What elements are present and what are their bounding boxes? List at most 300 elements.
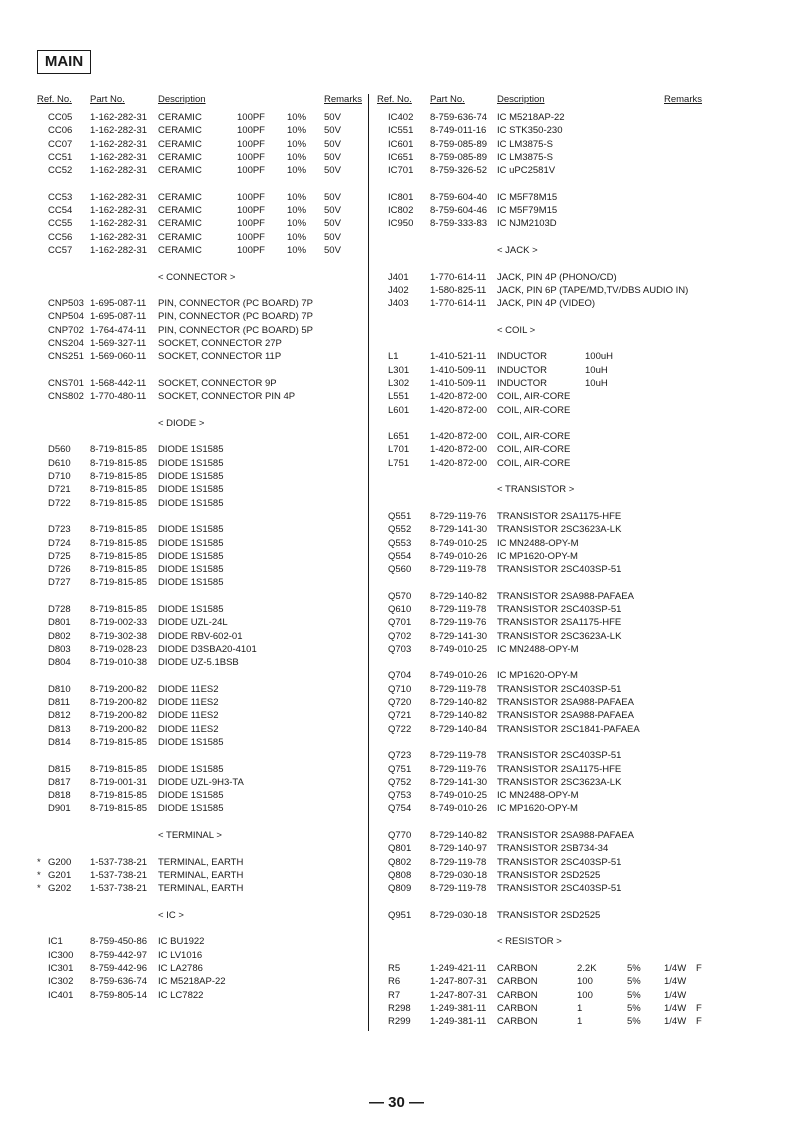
value: 100uH: [585, 351, 613, 363]
table-row: [377, 523, 717, 536]
description: PIN, CONNECTOR (PC BOARD) 7P: [158, 311, 314, 323]
spacer: [377, 231, 717, 244]
header-part-no: Part No.: [90, 94, 125, 105]
tolerance: 5%: [627, 963, 641, 974]
ref-no: Q552: [388, 524, 412, 536]
part-no: 8-729-140-82: [430, 710, 488, 722]
part-no: 8-759-333-83: [430, 218, 488, 230]
table-row: [377, 776, 717, 789]
spacer: [37, 404, 365, 417]
ref-no: L1: [388, 351, 399, 363]
table-row: [377, 909, 717, 922]
ref-no: D813: [48, 723, 71, 735]
table-row: [37, 869, 365, 882]
description: DIODE 1S1585: [158, 763, 224, 775]
description: IC MN2488-OPY-M: [497, 537, 579, 549]
part-no: 1-162-282-31: [90, 244, 148, 256]
remarks: 50V: [324, 125, 341, 137]
table-row: [377, 882, 717, 895]
ref-no: D818: [48, 790, 71, 802]
description: CARBON: [497, 989, 538, 1001]
part-no: 8-719-002-33: [90, 617, 148, 629]
part-no: 8-729-140-84: [430, 723, 488, 735]
value: 100PF: [237, 244, 265, 256]
ref-no: L302: [388, 377, 410, 389]
part-no: 8-749-010-25: [430, 643, 488, 655]
part-no: 1-420-872-00: [430, 457, 488, 469]
value: 10uH: [585, 377, 608, 389]
spacer: [377, 656, 717, 669]
resistance: 100: [577, 989, 593, 1001]
part-no: 8-729-141-30: [430, 776, 488, 788]
ref-no: D802: [48, 630, 71, 642]
description: DIODE D3SBA20-4101: [158, 643, 257, 655]
ref-no: L601: [388, 404, 410, 416]
table-row: [377, 869, 717, 882]
ref-no: CC54: [48, 205, 73, 217]
ref-no: Q610: [388, 603, 412, 615]
table-row: [37, 231, 365, 244]
ref-no: CC52: [48, 165, 73, 177]
ref-no: G200: [48, 856, 72, 868]
table-row: [37, 576, 365, 589]
part-no: 1-420-872-00: [430, 431, 488, 443]
spacer: [377, 497, 717, 510]
description: IC MP1620-OPY-M: [497, 803, 578, 815]
mark-asterisk: *: [37, 869, 41, 881]
ref-no: D560: [48, 444, 71, 456]
description: IC M5F79M15: [497, 205, 558, 217]
ref-no: D722: [48, 497, 71, 509]
header-description: Description: [497, 94, 545, 105]
part-no: 8-729-119-76: [430, 617, 487, 629]
table-row: [37, 723, 365, 736]
ref-no: D721: [48, 484, 71, 496]
table-row: [377, 297, 717, 310]
right-header-row: [377, 93, 717, 106]
part-no: 8-719-302-38: [90, 630, 148, 642]
ref-no: Q754: [388, 803, 412, 815]
spacer: [377, 257, 717, 270]
description: TRANSISTOR 2SA988-PAFAEA: [497, 697, 634, 709]
description: IC M5F78M15: [497, 191, 558, 203]
description: TRANSISTOR 2SC403SP-51: [497, 603, 622, 615]
part-no: 1-410-521-11: [430, 351, 487, 363]
ref-no: Q802: [388, 856, 412, 868]
part-no: 8-719-815-85: [90, 564, 148, 576]
ref-no: L551: [388, 391, 410, 403]
table-row: [37, 776, 365, 789]
part-no: 8-719-815-85: [90, 550, 148, 562]
description: SOCKET, CONNECTOR 11P: [158, 351, 282, 363]
table-row: [37, 802, 365, 815]
spacer: [37, 749, 365, 762]
part-no: 8-759-604-40: [430, 191, 488, 203]
part-no: 1-420-872-00: [430, 404, 488, 416]
part-no: 8-759-442-96: [90, 963, 148, 974]
description: CERAMIC: [158, 151, 202, 163]
section-label: < JACK >: [497, 244, 538, 256]
ref-no: CC57: [48, 244, 73, 256]
resistance: 1: [577, 1016, 583, 1028]
part-no: 1-162-282-31: [90, 125, 148, 137]
part-no: 8-759-604-46: [430, 205, 488, 217]
description: CERAMIC: [158, 165, 202, 177]
remarks: 50V: [324, 151, 341, 163]
table-row: [37, 882, 365, 895]
remarks: 50V: [324, 218, 341, 230]
description: CERAMIC: [158, 244, 202, 256]
table-row: [37, 497, 365, 510]
table-row: [377, 271, 717, 284]
description: TRANSISTOR 2SA988-PAFAEA: [497, 590, 634, 602]
table-row: [377, 669, 717, 682]
ref-no: R6: [388, 976, 401, 988]
description: IC MP1620-OPY-M: [497, 550, 578, 562]
table-row: [37, 151, 365, 164]
description: DIODE RBV-602-01: [158, 630, 243, 642]
description: CERAMIC: [158, 205, 202, 217]
description: TRANSISTOR 2SC403SP-51: [497, 564, 622, 576]
ref-no: Q751: [388, 763, 412, 775]
ref-no: CC53: [48, 191, 73, 203]
ref-no: Q560: [388, 564, 412, 576]
description: DIODE 11ES2: [158, 723, 219, 735]
table-row: [377, 284, 717, 297]
description: IC LM3875-S: [497, 151, 553, 163]
description: IC MN2488-OPY-M: [497, 790, 579, 802]
table-row: [37, 443, 365, 456]
section-label: < TERMINAL >: [158, 830, 222, 842]
section-heading: [377, 483, 717, 496]
description: CERAMIC: [158, 125, 202, 137]
table-row: [37, 736, 365, 749]
part-no: 1-537-738-21: [90, 856, 148, 868]
description: CERAMIC: [158, 218, 202, 230]
ref-no: Q710: [388, 683, 412, 695]
table-row: [37, 989, 365, 1002]
ref-no: Q551: [388, 510, 412, 522]
table-row: [377, 124, 717, 137]
description: IC MN2488-OPY-M: [497, 643, 579, 655]
section-heading: [37, 417, 365, 430]
table-row: [37, 111, 365, 124]
header-part-no: Part No.: [430, 94, 465, 105]
section-label: < CONNECTOR >: [158, 271, 236, 283]
description: DIODE UZL-24L: [158, 617, 228, 629]
ref-no: D817: [48, 776, 71, 788]
part-no: 8-729-141-30: [430, 524, 488, 536]
ref-no: D725: [48, 550, 71, 562]
spacer: [377, 576, 717, 589]
description: DIODE 1S1585: [158, 790, 224, 802]
part-no: 1-580-825-11: [430, 284, 487, 296]
ref-no: IC701: [388, 165, 414, 177]
table-row: [37, 709, 365, 722]
description: DIODE 1S1585: [158, 803, 224, 815]
ref-no: IC300: [48, 949, 74, 961]
table-row: [37, 789, 365, 802]
table-row: [37, 297, 365, 310]
tolerance: 10%: [287, 138, 307, 150]
description: CERAMIC: [158, 231, 202, 243]
page-number: — 30 —: [368, 1094, 425, 1111]
ref-no: D901: [48, 803, 71, 815]
ref-no: CNS802: [48, 391, 84, 403]
spacer: [37, 896, 365, 909]
ref-no: D727: [48, 577, 71, 589]
ref-no: D815: [48, 763, 71, 775]
description: CARBON: [497, 1016, 538, 1028]
table-row: [377, 696, 717, 709]
ref-no: IC651: [388, 151, 414, 163]
part-no: 1-537-738-21: [90, 883, 148, 895]
part-no: 8-719-001-31: [90, 776, 148, 788]
description: IC MP1620-OPY-M: [497, 670, 578, 682]
table-row: [377, 563, 717, 576]
part-no: 8-729-140-97: [430, 843, 488, 855]
ref-no: IC802: [388, 205, 414, 217]
remarks: 50V: [324, 231, 341, 243]
section-label: < COIL >: [497, 324, 536, 336]
description: DIODE 1S1585: [158, 457, 224, 469]
value: 100PF: [237, 138, 265, 150]
part-no: 1-162-282-31: [90, 138, 148, 150]
description: SOCKET, CONNECTOR 27P: [158, 338, 282, 350]
table-row: [377, 856, 717, 869]
value: 10uH: [585, 364, 608, 376]
table-row: [377, 537, 717, 550]
table-row: [377, 350, 717, 363]
ref-no: CC07: [48, 138, 73, 150]
ref-no: Q704: [388, 670, 412, 682]
table-row: [377, 723, 717, 736]
part-no: 1-420-872-00: [430, 444, 488, 456]
table-row: [377, 390, 717, 403]
ref-no: IC601: [388, 138, 414, 150]
description: TERMINAL, EARTH: [158, 869, 244, 881]
part-no: 1-162-282-31: [90, 205, 148, 217]
ref-no: D726: [48, 564, 71, 576]
ref-no: Q723: [388, 750, 412, 762]
section-heading: [377, 244, 717, 257]
table-row: [377, 404, 717, 417]
part-no: 8-729-119-78: [430, 856, 487, 868]
table-row: [37, 138, 365, 151]
spacer: [377, 337, 717, 350]
description: TRANSISTOR 2SC403SP-51: [497, 883, 622, 895]
table-row: [37, 310, 365, 323]
ref-no: CNS204: [48, 338, 84, 350]
tolerance: 10%: [287, 112, 307, 123]
tolerance: 10%: [287, 244, 307, 256]
left-parts-list: [37, 111, 365, 1002]
part-no: 8-759-442-97: [90, 949, 148, 961]
table-row: [377, 616, 717, 629]
table-row: [377, 842, 717, 855]
table-row: [377, 962, 717, 975]
spacer: [377, 470, 717, 483]
part-no: 8-759-636-74: [430, 112, 488, 123]
ref-no: D728: [48, 603, 71, 615]
description: SOCKET, CONNECTOR 9P: [158, 377, 277, 389]
part-no: 1-249-381-11: [430, 1016, 487, 1028]
spacer: [377, 896, 717, 909]
part-no: 8-749-010-25: [430, 790, 488, 802]
description: IC STK350-230: [497, 125, 563, 137]
tolerance: 10%: [287, 165, 307, 177]
part-no: 8-719-815-85: [90, 457, 148, 469]
remarks: 50V: [324, 244, 341, 256]
description: TRANSISTOR 2SC403SP-51: [497, 750, 622, 762]
part-no: 8-729-119-78: [430, 564, 487, 576]
part-no: 1-162-282-31: [90, 151, 148, 163]
section-heading: [377, 324, 717, 337]
table-row: [37, 191, 365, 204]
ref-no: CNP504: [48, 311, 84, 323]
part-no: 8-759-450-86: [90, 936, 148, 948]
description: DIODE 1S1585: [158, 537, 224, 549]
ref-no: IC950: [388, 218, 414, 230]
header-remarks: Remarks: [324, 94, 363, 105]
tolerance: 10%: [287, 125, 307, 137]
description: COIL, AIR-CORE: [497, 457, 571, 469]
table-row: [377, 377, 717, 390]
description: TRANSISTOR 2SC3623A-LK: [497, 776, 622, 788]
tolerance: 10%: [287, 218, 307, 230]
table-row: [37, 470, 365, 483]
table-row: [37, 457, 365, 470]
table-row: [37, 656, 365, 669]
right-parts-column: [377, 93, 717, 1028]
part-no: 1-162-282-31: [90, 112, 148, 123]
description: IC M5218AP-22: [158, 976, 226, 988]
table-row: [37, 949, 365, 962]
ref-no: CC06: [48, 125, 73, 137]
table-row: [377, 443, 717, 456]
ref-no: D710: [48, 471, 71, 483]
value: 100PF: [237, 125, 265, 137]
ref-no: IC551: [388, 125, 414, 137]
ref-no: Q553: [388, 537, 412, 549]
description: CARBON: [497, 963, 538, 974]
ref-no: R299: [388, 1016, 411, 1028]
description: JACK, PIN 6P (TAPE/MD,TV/DBS AUDIO IN): [497, 284, 689, 296]
spacer: [37, 510, 365, 523]
ref-no: Q721: [388, 710, 412, 722]
description: DIODE 1S1585: [158, 736, 224, 748]
ref-no: CNS701: [48, 377, 84, 389]
tolerance: 5%: [627, 989, 641, 1001]
spacer: [377, 310, 717, 323]
mark-asterisk: *: [37, 856, 41, 868]
part-no: 8-719-815-85: [90, 763, 148, 775]
description: TERMINAL, EARTH: [158, 856, 244, 868]
part-no: 1-537-738-21: [90, 869, 148, 881]
table-row: [37, 164, 365, 177]
spacer: [377, 949, 717, 962]
table-row: [377, 975, 717, 988]
ref-no: L701: [388, 444, 410, 456]
table-row: [377, 829, 717, 842]
table-row: [377, 763, 717, 776]
ref-no: Q801: [388, 843, 412, 855]
value: 100PF: [237, 205, 265, 217]
remarks: 50V: [324, 205, 341, 217]
table-row: [37, 244, 365, 257]
table-row: [37, 377, 365, 390]
description: TRANSISTOR 2SA1175-HFE: [497, 617, 622, 629]
description: TRANSISTOR 2SA1175-HFE: [497, 763, 622, 775]
spacer: [377, 816, 717, 829]
ref-no: J401: [388, 271, 409, 283]
part-no: 8-749-010-26: [430, 670, 488, 682]
table-row: [37, 537, 365, 550]
description: DIODE 11ES2: [158, 683, 219, 695]
part-no: 8-719-200-82: [90, 697, 148, 709]
ref-no: Q753: [388, 790, 412, 802]
ref-no: IC402: [388, 112, 414, 123]
tolerance: 10%: [287, 191, 307, 203]
value: 100PF: [237, 165, 265, 177]
ref-no: Q808: [388, 869, 412, 881]
value: 100PF: [237, 231, 265, 243]
table-row: [37, 683, 365, 696]
part-no: 8-719-815-85: [90, 803, 148, 815]
spacer: [37, 430, 365, 443]
spacer: [37, 590, 365, 603]
ref-no: Q770: [388, 830, 412, 842]
part-no: 8-729-030-18: [430, 909, 488, 921]
table-row: [377, 749, 717, 762]
left-header-row: [37, 93, 365, 106]
part-no: 1-162-282-31: [90, 165, 148, 177]
ref-no: Q703: [388, 643, 412, 655]
ref-no: CC05: [48, 112, 73, 123]
spacer: [37, 284, 365, 297]
tolerance: 10%: [287, 231, 307, 243]
description: COIL, AIR-CORE: [497, 404, 571, 416]
ref-no: Q720: [388, 697, 412, 709]
ref-no: L651: [388, 431, 410, 443]
part-no: 1-770-614-11: [430, 271, 487, 283]
part-no: 8-749-010-26: [430, 803, 488, 815]
table-row: [377, 550, 717, 563]
part-no: 8-729-140-82: [430, 590, 488, 602]
ref-no: D723: [48, 524, 71, 536]
table-row: [37, 563, 365, 576]
ref-no: L301: [388, 364, 410, 376]
part-no: 1-162-282-31: [90, 218, 148, 230]
value: 100PF: [237, 112, 265, 123]
part-no: 1-249-381-11: [430, 1002, 487, 1014]
table-row: [377, 151, 717, 164]
spacer: [377, 922, 717, 935]
ref-no: Q752: [388, 776, 412, 788]
ref-no: J403: [388, 298, 409, 310]
part-no: 1-569-060-11: [90, 351, 147, 363]
description: COIL, AIR-CORE: [497, 444, 571, 456]
table-row: [377, 510, 717, 523]
table-row: [37, 975, 365, 988]
section-label: < RESISTOR >: [497, 936, 562, 948]
part-no: 1-410-509-11: [430, 377, 487, 389]
part-no: 8-729-119-78: [430, 683, 487, 695]
part-no: 8-759-085-89: [430, 138, 488, 150]
ref-no: CC51: [48, 151, 73, 163]
description: IC LV1016: [158, 949, 203, 961]
table-row: [377, 1002, 717, 1015]
